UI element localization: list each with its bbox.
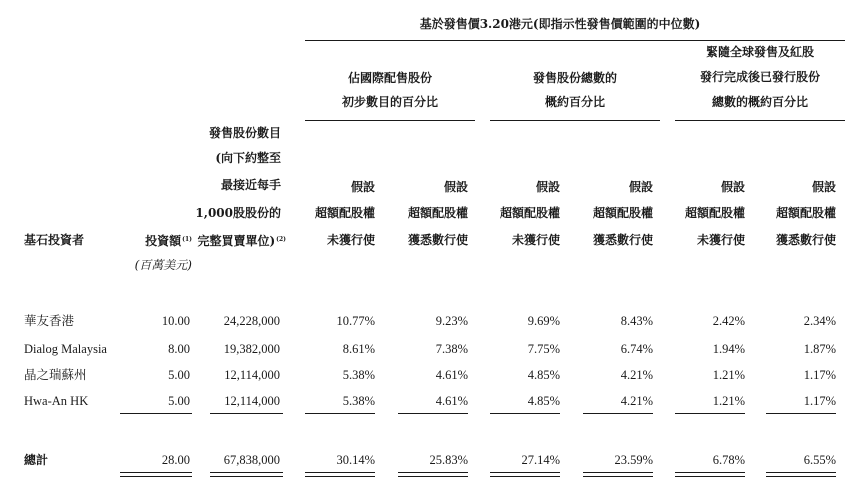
subtotal-rule [210,413,283,414]
shares-header-line5: 完整買賣單位)$^{(2)}$ [197,234,286,248]
double-rule-bottom [583,476,653,477]
shares-header-line2: (向下約整至 [215,151,281,165]
pct-cell: 8.43% [620,314,653,328]
subheader-c2-l3: 獲悉數行使 [407,233,468,247]
subtotal-rule [583,413,653,414]
group1-line1: 佔國際配售股份 [347,71,432,85]
pct-cell: 4.61% [435,394,468,408]
subheader-c1-l3: 未獲行使 [326,233,375,247]
pct-cell: 1.94% [712,342,745,356]
pct-cell: 8.61% [342,342,375,356]
group3-line3: 總數的概約百分比 [711,95,808,109]
total-pct: 27.14% [521,453,560,467]
subheader-c5-l3: 未獲行使 [696,233,745,247]
double-rule-bottom [305,476,375,477]
pct-cell: 7.75% [527,342,560,356]
subheader-c3-l2: 超額配股權 [499,206,560,220]
pct-cell: 4.85% [527,394,560,408]
subheader-c2-l2: 超額配股權 [407,206,468,220]
double-rule-bottom [490,476,560,477]
shares-cell: 19,382,000 [223,342,280,356]
investor-name: 華友香港 [24,314,75,328]
pct-cell: 10.77% [336,314,375,328]
pct-cell: 1.21% [712,394,745,408]
shares-header-line3: 最接近每手 [220,178,281,192]
pct-cell: 4.21% [620,368,653,382]
investor-name: 晶之瑞蘇州 [24,368,87,382]
super-title-rule [305,40,845,41]
subtotal-rule [120,413,192,414]
investor-name: Hwa-An HK [24,394,89,408]
pct-cell: 5.38% [342,368,375,382]
subheader-c4-l2: 超額配股權 [592,206,653,220]
subheader-c6-l3: 獲悉數行使 [775,233,836,247]
total-pct: 23.59% [614,453,653,467]
total-pct: 25.83% [429,453,468,467]
amount-cell: 5.00 [168,368,190,382]
double-rule-bottom [398,476,468,477]
subtotal-rule [305,413,375,414]
pct-cell: 7.38% [435,342,468,356]
subtotal-rule [675,413,745,414]
total-pct: 6.55% [803,453,836,467]
double-rule-top [766,472,836,473]
total-label: 總計 [24,453,49,467]
shares-header-line4: 1,000股股份的 [195,206,281,220]
subheader-c4-l1: 假設 [628,180,653,194]
double-rule-top [305,472,375,473]
double-rule-bottom [675,476,745,477]
pct-cell: 4.21% [620,394,653,408]
total-amount: 28.00 [161,453,190,467]
amount-footnote-ref: (1) [182,236,192,243]
group1-line2: 初步數目的百分比 [341,95,438,109]
pct-cell: 1.87% [803,342,836,356]
shares-footnote-ref: (2) [276,236,286,243]
pct-cell: 1.17% [803,394,836,408]
double-rule-top [490,472,560,473]
group1-rule [305,120,475,121]
pct-cell: 2.42% [712,314,745,328]
group2-rule [490,120,660,121]
subheader-c6-l1: 假設 [811,180,836,194]
pct-cell: 9.23% [435,314,468,328]
shares-cell: 12,114,000 [224,394,280,408]
subheader-c4-l3: 獲悉數行使 [592,233,653,247]
double-rule-top [120,472,192,473]
group2-line2: 概約百分比 [544,95,605,109]
subheader-c1-l2: 超額配股權 [314,206,375,220]
double-rule-top [583,472,653,473]
group2-line1: 發售股份總數的 [532,71,617,85]
group3-line1: 緊隨全球發售及紅股 [705,45,814,59]
shares-header-line1: 發售股份數目 [208,126,281,140]
total-shares: 67,838,000 [223,453,280,467]
subheader-c5-l2: 超額配股權 [684,206,745,220]
double-rule-bottom [766,476,836,477]
shares-cell: 24,228,000 [223,314,280,328]
super-title: 基於發售價3.20港元(即指示性發售價範圍的中位數) [419,17,701,31]
subtotal-rule [490,413,560,414]
double-rule-bottom [120,476,192,477]
pct-cell: 1.21% [712,368,745,382]
subheader-c6-l2: 超額配股權 [775,206,836,220]
amount-unit: (百萬美元) [134,258,192,272]
double-rule-bottom [210,476,283,477]
subtotal-rule [398,413,468,414]
amount-cell: 5.00 [168,394,190,408]
subheader-c2-l1: 假設 [443,180,468,194]
total-pct: 30.14% [336,453,375,467]
pct-cell: 2.34% [803,314,836,328]
pct-cell: 4.85% [527,368,560,382]
pct-cell: 1.17% [803,368,836,382]
double-rule-top [675,472,745,473]
investor-header: 基石投資者 [24,233,85,247]
subheader-c5-l1: 假設 [720,180,745,194]
double-rule-top [210,472,283,473]
pct-cell: 6.74% [620,342,653,356]
pct-cell: 9.69% [527,314,560,328]
shares-cell: 12,114,000 [224,368,280,382]
subtotal-rule [766,413,836,414]
subheader-c3-l1: 假設 [535,180,560,194]
subheader-c1-l1: 假設 [350,180,375,194]
amount-header: 投資額$^{(1)}$ [145,234,192,248]
amount-cell: 10.00 [161,314,190,328]
amount-cell: 8.00 [168,342,190,356]
group3-line2: 發行完成後已發行股份 [699,70,820,84]
subheader-c3-l3: 未獲行使 [511,233,560,247]
pct-cell: 5.38% [342,394,375,408]
double-rule-top [398,472,468,473]
pct-cell: 4.61% [435,368,468,382]
total-pct: 6.78% [712,453,745,467]
investor-name: Dialog Malaysia [24,342,107,356]
group3-rule [675,120,845,121]
